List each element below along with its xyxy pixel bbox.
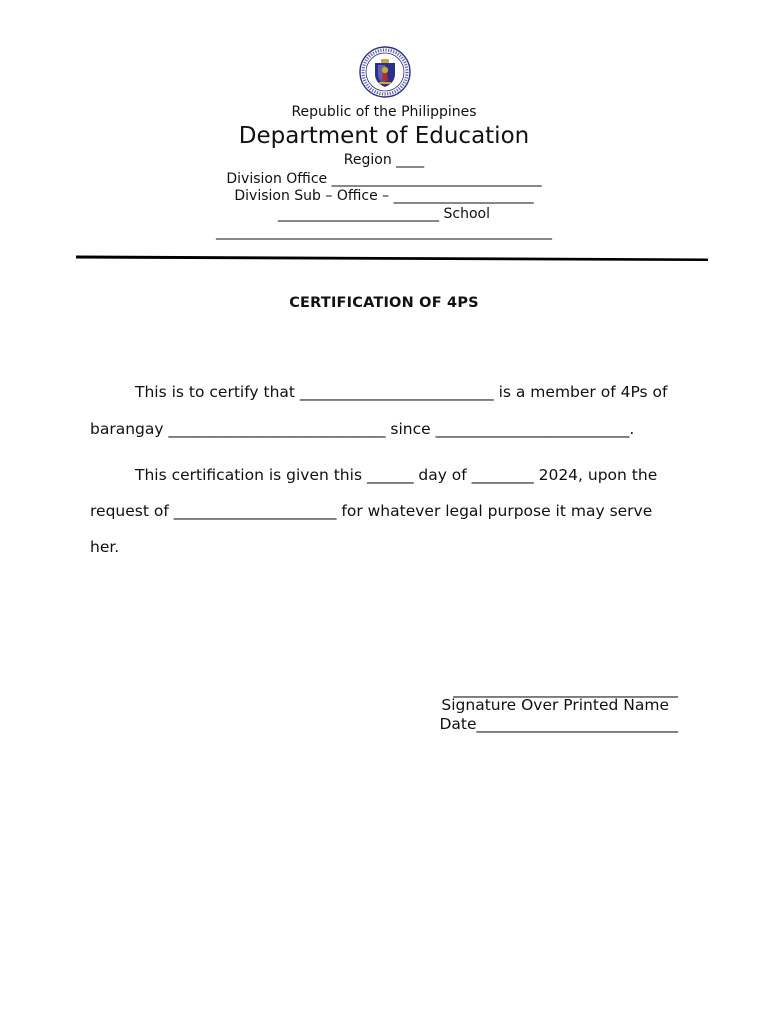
republic-heading: Republic of the Philippines — [291, 104, 477, 120]
division-sub-office-line: Division Sub – Office – ____________________ — [234, 188, 534, 204]
deped-seal-icon — [359, 46, 411, 98]
paragraph2-line1: This certification is given this ______ day of ________ 2024, upon the — [135, 466, 658, 484]
department-heading: Department of Education — [238, 123, 530, 149]
division-office-line: Division Office ______________________________ — [226, 171, 542, 187]
address-line: ________________________________________________ — [216, 224, 552, 240]
header-divider — [76, 254, 708, 262]
school-line: _______________________ School — [278, 206, 490, 222]
region-line: Region ____ — [343, 152, 425, 168]
date-line: Date__________________________ — [439, 715, 678, 733]
signature-line: _____________________________ — [453, 680, 678, 698]
signature-label: Signature Over Printed Name — [441, 696, 669, 714]
paragraph2-line2: request of _____________________ for whatever legal purpose it may serve — [90, 502, 653, 520]
paragraph1-line1: This is to certify that _________________________ is a member of 4Ps of — [135, 383, 668, 401]
certificate-title: CERTIFICATION OF 4PS — [289, 295, 479, 311]
paragraph2-line3: her. — [90, 538, 120, 556]
paragraph1-line2: barangay ____________________________ since _________________________. — [90, 420, 635, 438]
